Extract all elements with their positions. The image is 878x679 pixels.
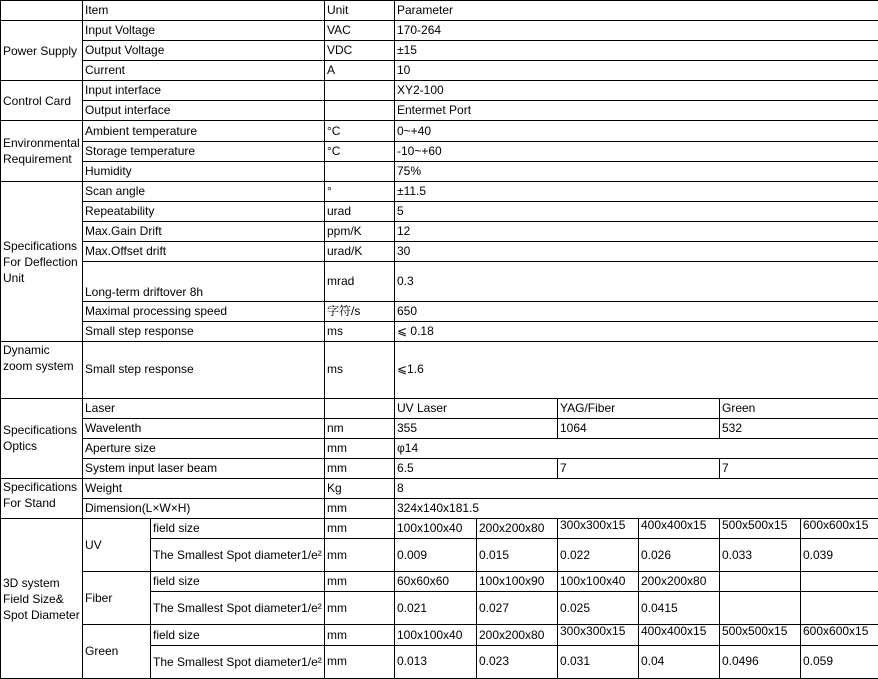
row-item: Laser xyxy=(83,398,325,418)
cell-value: 0.021 xyxy=(395,592,477,625)
row-unit: mm xyxy=(325,592,395,625)
cell-value: 400x400x15 xyxy=(639,519,720,539)
row-unit xyxy=(325,81,395,101)
table-row xyxy=(1,201,878,221)
row-item: Maximal processing speed xyxy=(83,302,325,322)
row-item: Long-term driftover 8h xyxy=(83,262,325,302)
table-row xyxy=(1,478,878,498)
spot-diameter-label: The Smallest Spot diameter1/e² xyxy=(151,539,325,572)
row-value: -10~+60 xyxy=(395,141,878,161)
table-row xyxy=(1,21,878,41)
row-item: Aperture size xyxy=(83,438,325,458)
row-value: 532 xyxy=(720,418,878,438)
table-row xyxy=(1,418,878,438)
cell-value xyxy=(801,572,878,592)
group-label: Fiber xyxy=(83,572,151,625)
row-unit: VDC xyxy=(325,41,395,61)
table-row xyxy=(1,302,878,322)
cell-value: 0.015 xyxy=(477,539,558,572)
row-value: 10 xyxy=(395,61,878,81)
row-unit: urad/K xyxy=(325,241,395,261)
header-parameter: Parameter xyxy=(395,1,878,21)
row-unit: A xyxy=(325,61,395,81)
table-row xyxy=(1,101,878,121)
cell-value: 0.0496 xyxy=(720,645,801,678)
table-row xyxy=(1,241,878,261)
row-value: 324x140x181.5 xyxy=(395,498,878,518)
row-unit xyxy=(325,101,395,121)
row-value: 8 xyxy=(395,478,878,498)
row-item: Current xyxy=(83,61,325,81)
spot-diameter-label: The Smallest Spot diameter1/e² xyxy=(151,592,325,625)
row-unit: mrad xyxy=(325,262,395,302)
row-value: 6.5 xyxy=(395,458,558,478)
row-item: Input interface xyxy=(83,81,325,101)
section-environmental: Environmental Requirement xyxy=(1,121,83,181)
row-item: Storage temperature xyxy=(83,141,325,161)
header-item: Item xyxy=(83,1,325,21)
row-unit: mm xyxy=(325,572,395,592)
cell-value: 600x600x15 xyxy=(801,625,878,645)
row-value: 7 xyxy=(720,458,878,478)
cell-value: 200x200x80 xyxy=(477,625,558,645)
row-unit: mm xyxy=(325,498,395,518)
table-row xyxy=(1,572,878,592)
section-for-stand: Specifications For Stand xyxy=(1,478,83,518)
row-unit: mm xyxy=(325,438,395,458)
row-value: Green xyxy=(720,398,878,418)
field-size-label: field size xyxy=(151,625,325,645)
row-value: Entermet Port xyxy=(395,101,878,121)
row-item: Scan angle xyxy=(83,181,325,201)
row-unit: VAC xyxy=(325,21,395,41)
row-value: 0~+40 xyxy=(395,121,878,141)
cell-value: 300x300x15 xyxy=(558,625,639,645)
cell-value: 0.009 xyxy=(395,539,477,572)
cell-value: 0.04 xyxy=(639,645,720,678)
row-unit: ppm/K xyxy=(325,221,395,241)
row-value: 650 xyxy=(395,302,878,322)
header-blank xyxy=(1,1,83,21)
cell-value: 100x100x40 xyxy=(395,625,477,645)
group-label: Green xyxy=(83,625,151,679)
row-value: 12 xyxy=(395,221,878,241)
cell-value: 60x60x60 xyxy=(395,572,477,592)
cell-value: 200x200x80 xyxy=(639,572,720,592)
cell-value: 500x500x15 xyxy=(720,519,801,539)
row-item: Max.Gain Drift xyxy=(83,221,325,241)
cell-value: 0.059 xyxy=(801,645,878,678)
table-row xyxy=(1,181,878,201)
row-value: 170-264 xyxy=(395,21,878,41)
cell-value: 0.033 xyxy=(720,539,801,572)
header-row xyxy=(1,1,878,21)
header-unit: Unit xyxy=(325,1,395,21)
section-optics: Specifications Optics xyxy=(1,398,83,478)
row-item: Small step response xyxy=(83,322,325,342)
row-item: Dimension(L×W×H) xyxy=(83,498,325,518)
cell-value: 0.027 xyxy=(477,592,558,625)
table-row xyxy=(1,342,878,398)
cell-value: 300x300x15 xyxy=(558,519,639,539)
table-row xyxy=(1,161,878,181)
table-row xyxy=(1,81,878,101)
row-value: 0.3 xyxy=(395,262,878,302)
cell-value: 200x200x80 xyxy=(477,519,558,539)
row-value: YAG/Fiber xyxy=(558,398,720,418)
table-row xyxy=(1,438,878,458)
section-deflection-unit: Specifications For Deflection Unit xyxy=(1,181,83,342)
row-unit: Kg xyxy=(325,478,395,498)
section-control-card: Control Card xyxy=(1,81,83,121)
cell-value: 0.025 xyxy=(558,592,639,625)
row-item: Small step response xyxy=(83,342,325,398)
row-value: ⩽1.6 xyxy=(395,342,878,398)
row-unit xyxy=(325,161,395,181)
table-row xyxy=(1,398,878,418)
cell-value: 0.0415 xyxy=(639,592,720,625)
table-row xyxy=(1,221,878,241)
cell-value: 0.013 xyxy=(395,645,477,678)
cell-value: 0.031 xyxy=(558,645,639,678)
row-item: Output interface xyxy=(83,101,325,121)
row-unit xyxy=(325,398,395,418)
row-unit: nm xyxy=(325,418,395,438)
row-unit: mm xyxy=(325,519,395,539)
row-unit: mm xyxy=(325,645,395,678)
row-item: Input Voltage xyxy=(83,21,325,41)
row-value: 355 xyxy=(395,418,558,438)
row-value: 75% xyxy=(395,161,878,181)
group-label: UV xyxy=(83,519,151,572)
row-item: System input laser beam xyxy=(83,458,325,478)
row-unit: 字符/s xyxy=(325,302,395,322)
cell-value: 0.022 xyxy=(558,539,639,572)
row-item: Repeatability xyxy=(83,201,325,221)
row-unit: ms xyxy=(325,322,395,342)
cell-value: 500x500x15 xyxy=(720,625,801,645)
table-row xyxy=(1,61,878,81)
row-value: 30 xyxy=(395,241,878,261)
cell-value: 0.039 xyxy=(801,539,878,572)
row-value: ⩽ 0.18 xyxy=(395,322,878,342)
cell-value: 100x100x40 xyxy=(558,572,639,592)
row-unit: °C xyxy=(325,141,395,161)
cell-value: 0.023 xyxy=(477,645,558,678)
table-row xyxy=(1,458,878,478)
cell-value xyxy=(720,572,801,592)
cell-value: 600x600x15 xyxy=(801,519,878,539)
row-unit: °C xyxy=(325,121,395,141)
row-value: 1064 xyxy=(558,418,720,438)
table-row xyxy=(1,322,878,342)
field-size-label: field size xyxy=(151,572,325,592)
row-item: Max.Offset drift xyxy=(83,241,325,261)
cell-value: 100x100x40 xyxy=(395,519,477,539)
table-row xyxy=(1,498,878,518)
cell-value: 0.026 xyxy=(639,539,720,572)
row-item: Weight xyxy=(83,478,325,498)
row-unit: ms xyxy=(325,342,395,398)
row-value: ±15 xyxy=(395,41,878,61)
row-unit: mm xyxy=(325,458,395,478)
row-unit: mm xyxy=(325,625,395,645)
table-row xyxy=(1,519,878,539)
section-dynamic-zoom: Dynamic zoom system xyxy=(1,342,83,398)
cell-value: 100x100x90 xyxy=(477,572,558,592)
row-item: Ambient temperature xyxy=(83,121,325,141)
row-value: ±11.5 xyxy=(395,181,878,201)
row-value: φ14 xyxy=(395,438,878,458)
row-item: Humidity xyxy=(83,161,325,181)
cell-value xyxy=(720,592,801,625)
row-value: UV Laser xyxy=(395,398,558,418)
row-item: Output Voltage xyxy=(83,41,325,61)
table-row xyxy=(1,262,878,302)
section-3d-field: 3D system Field Size& Spot Diameter xyxy=(1,519,83,679)
cell-value: 400x400x15 xyxy=(639,625,720,645)
row-value: 5 xyxy=(395,201,878,221)
field-size-label: field size xyxy=(151,519,325,539)
row-item: Wavelenth xyxy=(83,418,325,438)
table-row xyxy=(1,41,878,61)
row-unit: ° xyxy=(325,181,395,201)
section-power-supply: Power Supply xyxy=(1,21,83,81)
row-value: XY2-100 xyxy=(395,81,878,101)
row-value: 7 xyxy=(558,458,720,478)
table-row xyxy=(1,121,878,141)
row-unit: urad xyxy=(325,201,395,221)
table-row xyxy=(1,141,878,161)
cell-value xyxy=(801,592,878,625)
row-unit: mm xyxy=(325,539,395,572)
spot-diameter-label: The Smallest Spot diameter1/e² xyxy=(151,645,325,678)
table-row xyxy=(1,625,878,645)
